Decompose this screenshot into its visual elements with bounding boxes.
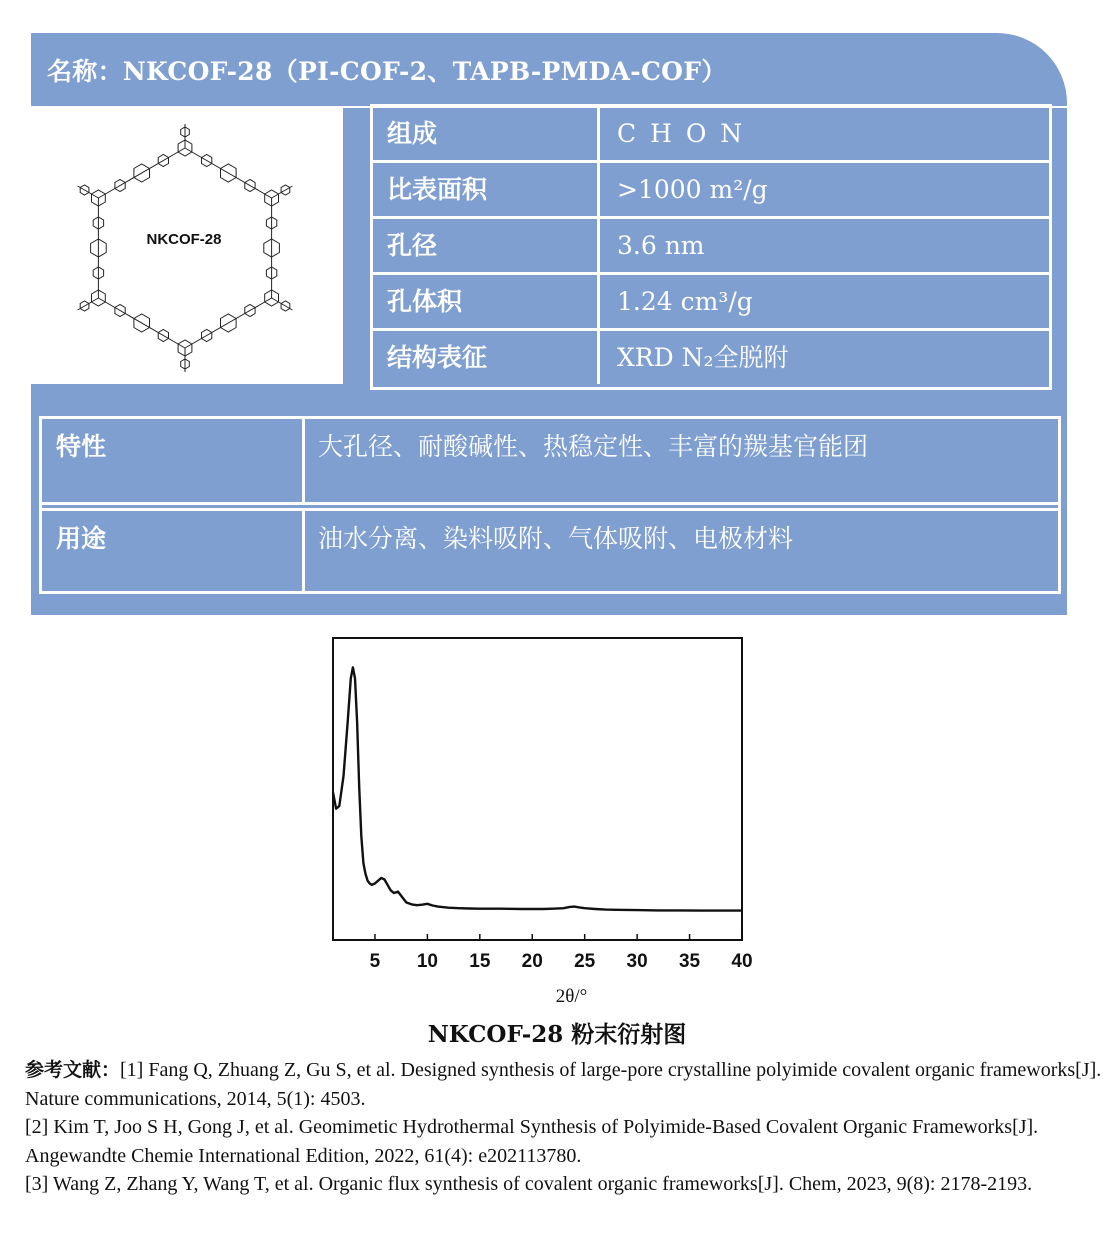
spec-row bbox=[373, 275, 1049, 331]
xrd-chart bbox=[290, 630, 770, 1010]
x-axis-label: 2θ/° bbox=[555, 986, 588, 1007]
structure-image bbox=[31, 108, 343, 384]
property-key: 特性 bbox=[42, 419, 305, 502]
plot-frame bbox=[333, 638, 742, 940]
spec-value: 3.6 nm bbox=[617, 231, 705, 260]
chart-caption: NKCOF-28 粉末衍射图 bbox=[427, 1021, 687, 1048]
spec-value: XRD N₂全脱附 bbox=[617, 343, 789, 372]
bond bbox=[98, 148, 185, 198]
spec-table bbox=[370, 104, 1052, 390]
spec-value: C H O N bbox=[617, 119, 746, 148]
property-value: 油水分离、染料吸附、气体吸附、电极材料 bbox=[318, 524, 794, 553]
reference-item bbox=[25, 1056, 1105, 1113]
reference-text: [1] Fang Q, Zhuang Z, Gu S, et al. Designed synthesis of large-pore crystalline polyimide covalent organic frameworks[J]. Nature communications, 2014, 5(1): 4503. bbox=[25, 1059, 1102, 1110]
spec-value: >1000 m²/g bbox=[617, 175, 768, 204]
property-key: 用途 bbox=[42, 511, 305, 594]
x-tick-label: 20 bbox=[521, 951, 543, 972]
molecule-framework bbox=[78, 124, 293, 372]
spec-key: 比表面积 bbox=[373, 163, 600, 216]
references bbox=[25, 1056, 1105, 1199]
spec-row bbox=[373, 219, 1049, 275]
bond bbox=[185, 298, 272, 348]
spec-row bbox=[373, 331, 1049, 384]
bond bbox=[98, 298, 185, 348]
spec-value: 1.24 cm³/g bbox=[617, 287, 753, 316]
x-tick-label: 40 bbox=[731, 951, 753, 972]
spec-key: 组成 bbox=[373, 107, 600, 160]
property-row bbox=[42, 419, 1058, 505]
x-tick-label: 15 bbox=[469, 951, 491, 972]
x-tick-label: 35 bbox=[678, 951, 701, 972]
property-value: 大孔径、耐酸碱性、热稳定性、丰富的羰基官能团 bbox=[318, 432, 869, 461]
molecule-structure-diagram bbox=[31, 108, 343, 384]
spec-row bbox=[373, 107, 1049, 163]
property-table bbox=[39, 416, 1061, 594]
spec-key: 孔径 bbox=[373, 219, 600, 272]
structure-label: NKCOF-28 bbox=[146, 231, 222, 248]
spec-row bbox=[373, 163, 1049, 219]
x-tick-label: 25 bbox=[574, 951, 596, 972]
reference-item: [2] Kim T, Joo S H, Gong J, et al. Geomimetic Hydrothermal Synthesis of Polyimide-Based Covalent Organic Frameworks[J]. Angewandte Chemie International Edition, 2022, 61(4): e202113780. bbox=[25, 1116, 1039, 1167]
property-row bbox=[42, 508, 1058, 594]
x-tick-label: 5 bbox=[369, 951, 381, 972]
spec-key: 孔体积 bbox=[373, 275, 600, 328]
xrd-plot bbox=[290, 630, 770, 1010]
reference-item: [3] Wang Z, Zhang Y, Wang T, et al. Organic flux synthesis of covalent organic frameworks[J]. Chem, 2023, 9(8): 2178-2193. bbox=[25, 1173, 1033, 1196]
references-heading: 参考文献： bbox=[25, 1059, 121, 1081]
xrd-series-line bbox=[333, 667, 742, 910]
x-tick-label: 30 bbox=[626, 951, 648, 972]
spec-key: 结构表征 bbox=[373, 331, 600, 384]
x-tick-label: 10 bbox=[416, 951, 438, 972]
bond bbox=[185, 148, 272, 198]
material-title: 名称：NKCOF-28（PI-COF-2、TAPB-PMDA-COF） bbox=[47, 57, 727, 86]
